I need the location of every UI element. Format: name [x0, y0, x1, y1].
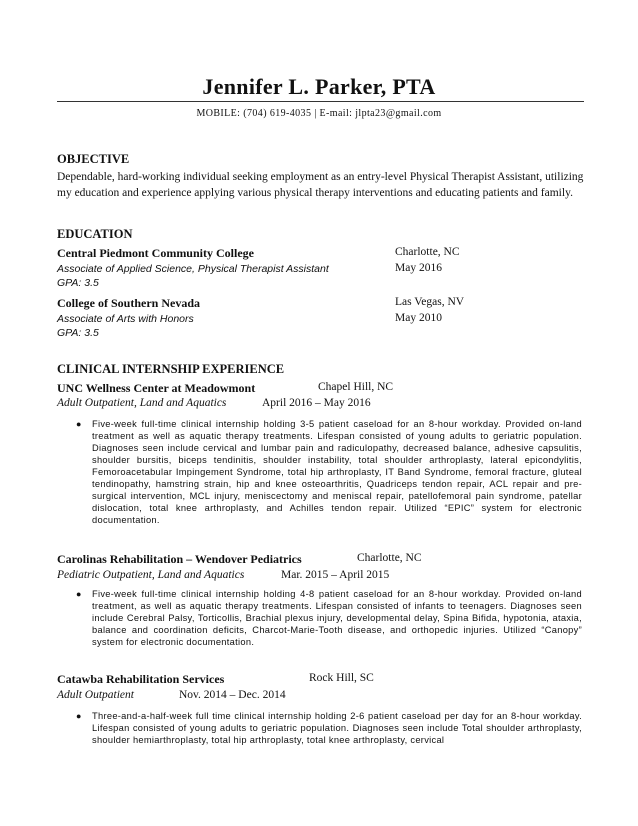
internship-dates: Nov. 2014 – Dec. 2014	[179, 689, 286, 701]
internship-setting: Pediatric Outpatient, Land and Aquatics	[57, 569, 245, 581]
internship-org: Catawba Rehabilitation Services	[57, 672, 225, 686]
header-divider	[57, 101, 584, 102]
internship-org: UNC Wellness Center at Meadowmont	[57, 381, 256, 395]
school-degree: Associate of Arts with Honors	[57, 313, 194, 325]
education-heading: EDUCATION	[57, 227, 133, 241]
bullet-icon: ●	[76, 589, 82, 599]
internship-org: Carolinas Rehabilitation – Wendover Pediatrics	[57, 552, 302, 566]
internship-dates: April 2016 – May 2016	[262, 397, 371, 409]
internship-setting: Adult Outpatient, Land and Aquatics	[57, 397, 227, 409]
school-date: May 2010	[395, 312, 442, 324]
school-location: Las Vegas, NV	[395, 296, 465, 308]
school-date: May 2016	[395, 262, 442, 274]
internship-location: Rock Hill, SC	[309, 672, 374, 684]
bullet-icon: ●	[76, 419, 82, 429]
internship-location: Chapel Hill, NC	[318, 381, 394, 393]
contact-line: MOBILE: (704) 619-4035 | E-mail: jlpta23@gmail.com	[196, 108, 442, 119]
school-name: College of Southern Nevada	[57, 296, 200, 310]
school-name: Central Piedmont Community College	[57, 246, 254, 260]
objective-text: Dependable, hard-working individual seeking employment as an entry-level Physical Therapist Assistant, utilizing my education and experience applying various physical therapy interventions and educating patients and family.	[57, 171, 584, 199]
bullet-icon: ●	[76, 711, 82, 721]
internship-description: Three-and-a-half-week full time clinical internship holding 2-6 patient caseload per day for an 8-hour workday. Lifespan consisted of young adults to geriatric population. Diagnoses seen include Total shoulder arthroplasty, shoulder hemiarthroplasty, total hip arthroplasty, total knee arthroplasty, cervical	[92, 711, 582, 745]
school-gpa: GPA: 3.5	[57, 327, 99, 339]
internship-heading: CLINICAL INTERNSHIP EXPERIENCE	[57, 362, 285, 376]
internship-location: Charlotte, NC	[357, 552, 422, 564]
objective-heading: OBJECTIVE	[57, 152, 130, 166]
internship-description: Five-week full-time clinical internship holding 3-5 patient caseload for an 8-hour workday. Provided on-land treatment as well as aquatic therapy treatments. Lifespan consisted of young adults to geriatric population. Diagnoses seen include cervical and lumbar pain and radiculopathy, decreased balance, adhesive capsulitis, shoulder bursitis, biceps tendinitis, shoulder instability, total shoulder arthroplasty, lateral epicondylitis, Femoroacetabular Impingement Syndrome, total hip arthroplasty, IT Band Syndrome, femoral fracture, gluteal tendinopathy, hamstring strain, hip and knee osteoarthritis, Quadriceps tendon repair, ACL repair and pre-surgical intervention, MCL injury, meniscectomy and meniscal repair, patellofemoral pain syndrome, patellar dislocation, total knee arthroplasty, and Achilles tendon repair. Utilized “EPIC” system for electronic documentation.	[92, 419, 582, 525]
internship-description: Five-week full-time clinical internship holding 4-8 patient caseload for an 8-hour workday. Provided on-land treatment, as well as aquatic therapy treatments. Lifespan consisted of infants to teenagers. Diagnoses seen include Cerebral Palsy, Torticollis, Brachial plexus injury, developmental delay, Spina Bifida, hypotonia, ataxia, balance and coordination deficits, Charcot-Marie-Tooth disease, and orthopedic injuries. Utilized “Canopy” system for electronic documentation.	[92, 589, 582, 647]
internship-dates: Mar. 2015 – April 2015	[281, 569, 390, 581]
school-gpa: GPA: 3.5	[57, 277, 99, 289]
applicant-name: Jennifer L. Parker, PTA	[202, 74, 436, 99]
school-location: Charlotte, NC	[395, 246, 460, 258]
school-degree: Associate of Applied Science, Physical Therapist Assistant	[57, 263, 329, 275]
internship-setting: Adult Outpatient	[57, 689, 134, 701]
